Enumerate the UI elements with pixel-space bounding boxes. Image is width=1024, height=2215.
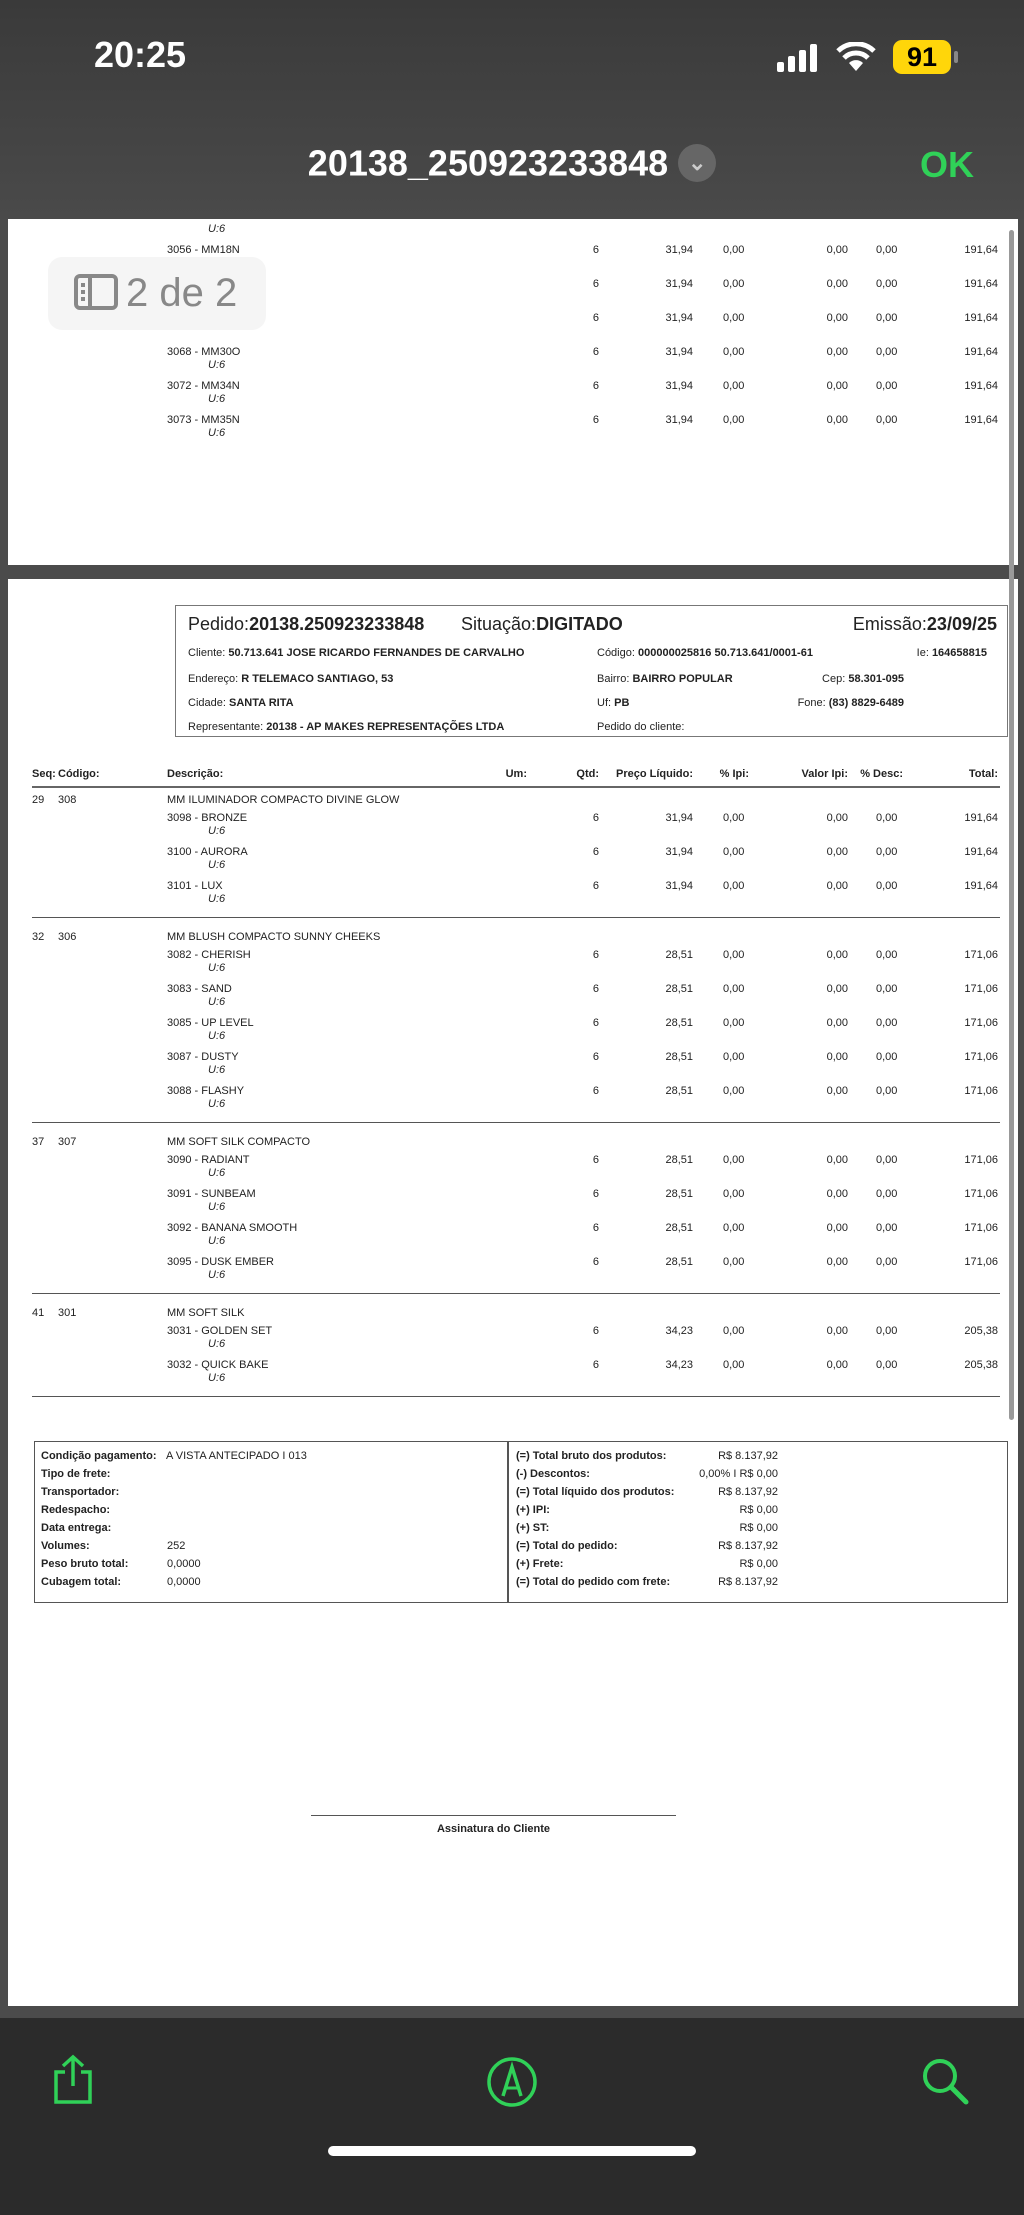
signature-label: Assinatura do Cliente [436, 1823, 551, 1835]
item-qtd: 6 [592, 880, 599, 892]
col-descricao: Descrição: [167, 768, 224, 780]
item-ipi: 0,00 [723, 1222, 745, 1234]
item-description: 3087 - DUSTY [167, 1051, 239, 1063]
item-price: 34,23 [665, 1359, 693, 1371]
item-vipi: 0,00 [826, 1017, 848, 1029]
item-ipi: 0,00 [723, 949, 745, 961]
item-price: 28,51 [665, 1017, 693, 1029]
item-ipi: 0,00 [723, 1017, 745, 1029]
item-price: 31,94 [665, 880, 693, 892]
scrollbar[interactable] [1009, 230, 1014, 1420]
total-value: R$ 8.137,92 [718, 1540, 778, 1552]
item-unit: U:6 [208, 859, 226, 871]
item-desc_pct: 0,00 [876, 1188, 898, 1200]
group-code: 308 [58, 794, 77, 806]
fone-value: (83) 8829-6489 [828, 697, 904, 709]
cidade-label: Cidade: [188, 697, 226, 709]
item-unit: U:6 [208, 1167, 226, 1179]
item-vipi: 0,00 [826, 949, 848, 961]
item-desc_pct: 0,00 [876, 346, 898, 358]
item-desc_pct: 0,00 [876, 846, 898, 858]
group-code: 306 [58, 931, 77, 943]
battery-tip [954, 51, 958, 63]
col-valor-ipi: Valor Ipi: [801, 768, 848, 780]
col-preco: Preço Líquido: [616, 768, 693, 780]
item-ipi: 0,00 [723, 1154, 745, 1166]
bairro-label: Bairro: [597, 673, 630, 685]
item-price: 28,51 [665, 1085, 693, 1097]
item-total: 171,06 [964, 1051, 998, 1063]
item-unit: U:6 [208, 893, 226, 905]
group-name: MM SOFT SILK COMPACTO [167, 1136, 311, 1148]
item-vipi: 0,00 [826, 1051, 848, 1063]
item-price: 28,51 [665, 1222, 693, 1234]
item-desc_pct: 0,00 [876, 1085, 898, 1097]
sidebar-icon [74, 274, 118, 310]
item-desc_pct: 0,00 [876, 414, 898, 426]
item-unit: U:6 [208, 962, 226, 974]
item-desc_pct: 0,00 [876, 1222, 898, 1234]
signature-line [311, 1815, 676, 1816]
item-description: 3100 - AURORA [167, 846, 248, 858]
item-ipi: 0,00 [723, 983, 745, 995]
col-ipi: % Ipi: [719, 768, 749, 780]
order-header [175, 605, 1008, 737]
item-price: 31,94 [665, 346, 693, 358]
signal-icon [777, 44, 821, 72]
item-qtd: 6 [592, 312, 599, 324]
item-price: 31,94 [665, 244, 693, 256]
item-qtd: 6 [592, 1256, 599, 1268]
item-total: 171,06 [964, 1154, 998, 1166]
item-price: 28,51 [665, 1188, 693, 1200]
total-value: R$ 8.137,92 [718, 1450, 778, 1462]
item-ipi: 0,00 [723, 1325, 745, 1337]
total-label: (+) ST: [516, 1522, 550, 1534]
group-divider [32, 1293, 1000, 1294]
representante-label: Representante: [188, 721, 264, 733]
item-unit: U:6 [208, 1030, 226, 1042]
item-price: 28,51 [665, 1051, 693, 1063]
cep-value: 58.301-095 [848, 673, 904, 685]
item-vipi: 0,00 [826, 812, 848, 824]
item-unit: U:6 [208, 825, 226, 837]
item-total: 171,06 [964, 1256, 998, 1268]
item-description: 3072 - MM34N [167, 380, 240, 392]
item-total: 191,64 [964, 380, 998, 392]
item-description: 3085 - UP LEVEL [167, 1017, 254, 1029]
col-codigo: Código: [58, 768, 100, 780]
markup-icon[interactable] [486, 2056, 538, 2108]
total-label: Tipo de frete: [41, 1468, 111, 1480]
col-um: Um: [505, 768, 527, 780]
item-description: 3092 - BANANA SMOOTH [167, 1222, 298, 1234]
page-indicator-text: 2 de 2 [126, 271, 238, 315]
total-label: (=) Total líquido dos produtos: [516, 1486, 675, 1498]
item-qtd: 6 [592, 1325, 599, 1337]
item-desc_pct: 0,00 [876, 949, 898, 961]
group-seq: 41 [32, 1307, 45, 1319]
fone-label: Fone: [797, 697, 826, 709]
item-qtd: 6 [592, 949, 599, 961]
item-description: 3073 - MM35N [167, 414, 240, 426]
cliente-value: 50.713.641 JOSE RICARDO FERNANDES DE CARVALHO [228, 647, 525, 659]
item-desc_pct: 0,00 [876, 1256, 898, 1268]
item-total: 191,64 [964, 278, 998, 290]
item-price: 31,94 [665, 380, 693, 392]
page-2 [8, 579, 1018, 2006]
situacao-value: DIGITADO [536, 614, 623, 634]
item-vipi: 0,00 [826, 380, 848, 392]
item-vipi: 0,00 [826, 1256, 848, 1268]
total-label: Peso bruto total: [41, 1558, 129, 1570]
item-vipi: 0,00 [826, 414, 848, 426]
total-value: 0,0000 [167, 1558, 201, 1570]
group-code: 307 [58, 1136, 77, 1148]
total-label: (-) Descontos: [516, 1468, 590, 1480]
item-qtd: 6 [592, 1017, 599, 1029]
item-ipi: 0,00 [723, 1256, 745, 1268]
item-total: 191,64 [964, 346, 998, 358]
item-desc_pct: 0,00 [876, 1359, 898, 1371]
item-ipi: 0,00 [723, 1085, 745, 1097]
totals-box [34, 1441, 1008, 1603]
item-vipi: 0,00 [826, 1359, 848, 1371]
item-unit: U:6 [208, 359, 226, 371]
item-unit: U:6 [208, 1372, 226, 1384]
emissao-value: 23/09/25 [926, 614, 997, 634]
total-label: (+) IPI: [516, 1504, 550, 1516]
item-qtd: 6 [592, 846, 599, 858]
item-qtd: 6 [592, 1085, 599, 1097]
total-value: 252 [167, 1540, 186, 1552]
item-desc_pct: 0,00 [876, 983, 898, 995]
item-price: 28,51 [665, 1154, 693, 1166]
total-label: Data entrega: [41, 1522, 112, 1534]
item-total: 171,06 [964, 1188, 998, 1200]
group-name: MM BLUSH COMPACTO SUNNY CHEEKS [167, 931, 381, 943]
uf-label: Uf: [597, 697, 612, 709]
item-total: 191,64 [964, 812, 998, 824]
endereco-label: Endereço: [188, 673, 239, 685]
item-total: 205,38 [964, 1325, 998, 1337]
total-label: Condição pagamento: [41, 1450, 157, 1462]
item-total: 191,64 [964, 880, 998, 892]
col-total: Total: [968, 768, 998, 780]
total-value: R$ 0,00 [739, 1558, 778, 1570]
item-description: 3082 - CHERISH [167, 949, 251, 961]
item-description: 3095 - DUSK EMBER [167, 1256, 274, 1268]
item-description: 3088 - FLASHY [167, 1085, 245, 1097]
item-price: 31,94 [665, 278, 693, 290]
item-qtd: 6 [592, 414, 599, 426]
total-label: Redespacho: [41, 1504, 111, 1516]
item-price: 31,94 [665, 414, 693, 426]
item-ipi: 0,00 [723, 880, 745, 892]
codigo-label: Código: [597, 647, 635, 659]
item-vipi: 0,00 [826, 278, 848, 290]
item-description: 3098 - BRONZE [167, 812, 248, 824]
top-bar [0, 0, 1024, 219]
item-unit: U:6 [208, 1064, 226, 1076]
chevron-down-icon[interactable]: ⌄ [678, 144, 716, 182]
item-ipi: 0,00 [723, 380, 745, 392]
item-unit: U:6 [208, 427, 226, 439]
group-seq: 32 [32, 931, 45, 943]
item-total: 171,06 [964, 1017, 998, 1029]
item-qtd: 6 [592, 346, 599, 358]
item-unit: U:6 [208, 1269, 226, 1281]
emissao-label: Emissão: [852, 614, 927, 634]
home-indicator[interactable] [328, 2146, 696, 2156]
item-description: 3101 - LUX [167, 880, 223, 892]
item-unit: U:6 [208, 393, 226, 405]
item-desc_pct: 0,00 [876, 312, 898, 324]
pedido-label: Pedido: [188, 614, 250, 634]
item-price: 31,94 [665, 846, 693, 858]
item-vipi: 0,00 [826, 1154, 848, 1166]
item-total: 171,06 [964, 949, 998, 961]
item-description: 3031 - GOLDEN SET [167, 1325, 273, 1337]
total-label: (+) Frete: [516, 1558, 564, 1570]
bairro-value: BAIRRO POPULAR [632, 673, 733, 685]
item-ipi: 0,00 [723, 1359, 745, 1371]
item-ipi: 0,00 [723, 846, 745, 858]
group-name: MM ILUMINADOR COMPACTO DIVINE GLOW [167, 794, 400, 806]
item-ipi: 0,00 [723, 1051, 745, 1063]
total-value: 0,00% I R$ 0,00 [699, 1468, 778, 1480]
item-vipi: 0,00 [826, 1188, 848, 1200]
search-icon[interactable] [920, 2056, 970, 2106]
item-desc_pct: 0,00 [876, 1154, 898, 1166]
codigo-value: 000000025816 50.713.641/0001-61 [637, 647, 813, 659]
item-qtd: 6 [592, 983, 599, 995]
group-code: 301 [58, 1307, 77, 1319]
item-qtd: 6 [592, 380, 599, 392]
item-description: 3068 - MM30O [167, 346, 241, 358]
item-total: 171,06 [964, 983, 998, 995]
group-divider [32, 1396, 1000, 1397]
item-unit: U:6 [208, 1201, 226, 1213]
item-total: 191,64 [964, 244, 998, 256]
item-unit: U:6 [208, 1235, 226, 1247]
total-value: R$ 8.137,92 [718, 1486, 778, 1498]
item-unit: U:6 [208, 1338, 226, 1350]
item-vipi: 0,00 [826, 1222, 848, 1234]
item-desc_pct: 0,00 [876, 1017, 898, 1029]
item-total: 191,64 [964, 414, 998, 426]
item-ipi: 0,00 [723, 278, 745, 290]
item-unit: U:6 [208, 996, 226, 1008]
item-desc_pct: 0,00 [876, 244, 898, 256]
item-qtd: 6 [592, 1188, 599, 1200]
total-label: Cubagem total: [41, 1576, 122, 1588]
item-total: 171,06 [964, 1085, 998, 1097]
item-description: 3032 - QUICK BAKE [167, 1359, 269, 1371]
total-value: R$ 0,00 [739, 1504, 778, 1516]
wifi-icon [836, 42, 876, 72]
item-vipi: 0,00 [826, 312, 848, 324]
representante-value: 20138 - AP MAKES REPRESENTAÇÕES LTDA [266, 721, 505, 733]
group-divider [32, 1122, 1000, 1123]
pedido-number: 20138.250923233848 [249, 614, 425, 634]
total-label: Transportador: [41, 1486, 120, 1498]
situacao-label: Situação: [461, 614, 537, 634]
item-vipi: 0,00 [826, 983, 848, 995]
group-seq: 29 [32, 794, 45, 806]
document-title-text: 20138_250923233848 [307, 142, 669, 184]
item-price: 31,94 [665, 312, 693, 324]
total-value: R$ 0,00 [739, 1522, 778, 1534]
total-label: (=) Total bruto dos produtos: [516, 1450, 667, 1462]
total-label: (=) Total do pedido: [516, 1540, 618, 1552]
item-ipi: 0,00 [723, 244, 745, 256]
total-value: A VISTA ANTECIPADO I 013 [166, 1450, 307, 1462]
ie-value: 164658815 [931, 647, 987, 659]
item-ipi: 0,00 [723, 414, 745, 426]
uf-value: PB [614, 697, 630, 709]
divider [32, 786, 1000, 788]
item-desc_pct: 0,00 [876, 1325, 898, 1337]
item-qtd: 6 [592, 278, 599, 290]
endereco-value: R TELEMACO SANTIAGO, 53 [241, 673, 394, 685]
item-qtd: 6 [592, 1154, 599, 1166]
page-indicator [48, 257, 266, 330]
ie-label: Ie: [916, 647, 929, 659]
pedido-cliente-label: Pedido do cliente: [597, 721, 685, 733]
item-unit: U:6 [208, 223, 226, 235]
item-price: 34,23 [665, 1325, 693, 1337]
document-title[interactable] [0, 140, 1024, 184]
col-qtd: Qtd: [576, 768, 599, 780]
share-icon[interactable] [50, 2054, 96, 2106]
bottom-toolbar [0, 2018, 1024, 2215]
total-label: Volumes: [41, 1540, 90, 1552]
ok-button[interactable]: OK [920, 144, 974, 185]
total-value: 0,0000 [167, 1576, 201, 1588]
item-ipi: 0,00 [723, 312, 745, 324]
total-label: (=) Total do pedido com frete: [516, 1576, 671, 1588]
item-desc_pct: 0,00 [876, 1051, 898, 1063]
item-vipi: 0,00 [826, 346, 848, 358]
item-desc_pct: 0,00 [876, 880, 898, 892]
item-price: 28,51 [665, 983, 693, 995]
item-price: 28,51 [665, 1256, 693, 1268]
item-unit: U:6 [208, 1098, 226, 1110]
item-qtd: 6 [592, 1359, 599, 1371]
item-desc_pct: 0,00 [876, 812, 898, 824]
item-ipi: 0,00 [723, 1188, 745, 1200]
item-total: 191,64 [964, 846, 998, 858]
item-ipi: 0,00 [723, 346, 745, 358]
item-description: 3090 - RADIANT [167, 1154, 250, 1166]
group-name: MM SOFT SILK [167, 1307, 245, 1319]
item-qtd: 6 [592, 1051, 599, 1063]
divider [507, 1442, 509, 1602]
item-total: 205,38 [964, 1359, 998, 1371]
item-description: 3056 - MM18N [167, 244, 240, 256]
item-price: 28,51 [665, 949, 693, 961]
item-qtd: 6 [592, 244, 599, 256]
item-vipi: 0,00 [826, 244, 848, 256]
item-desc_pct: 0,00 [876, 380, 898, 392]
item-qtd: 6 [592, 812, 599, 824]
col-desc: % Desc: [860, 768, 903, 780]
item-price: 31,94 [665, 812, 693, 824]
item-vipi: 0,00 [826, 1085, 848, 1097]
item-description: 3091 - SUNBEAM [167, 1188, 256, 1200]
status-time: 20:25 [94, 34, 187, 75]
item-total: 171,06 [964, 1222, 998, 1234]
col-seq: Seq: [32, 768, 56, 780]
group-divider [32, 917, 1000, 918]
item-qtd: 6 [592, 1222, 599, 1234]
group-seq: 37 [32, 1136, 45, 1148]
cidade-value: SANTA RITA [228, 697, 294, 709]
cep-label: Cep: [822, 673, 846, 685]
total-value: R$ 8.137,92 [718, 1576, 778, 1588]
item-vipi: 0,00 [826, 880, 848, 892]
item-description: 3083 - SAND [167, 983, 232, 995]
item-desc_pct: 0,00 [876, 278, 898, 290]
item-vipi: 0,00 [826, 846, 848, 858]
item-vipi: 0,00 [826, 1325, 848, 1337]
item-total: 191,64 [964, 312, 998, 324]
cliente-label: Cliente: [188, 647, 226, 659]
item-ipi: 0,00 [723, 812, 745, 824]
battery-icon: 91 [893, 40, 951, 74]
